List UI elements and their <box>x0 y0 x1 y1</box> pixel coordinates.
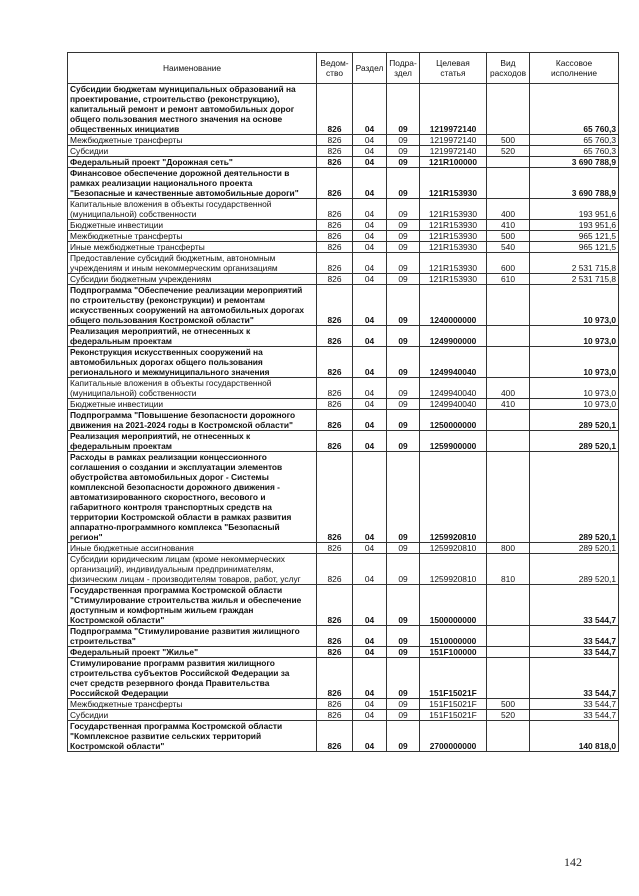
cell-dept: 826 <box>317 326 353 347</box>
cell-cash-execution: 33 544,7 <box>530 710 619 721</box>
cell-subsection: 09 <box>387 626 420 647</box>
cell-subsection: 09 <box>387 347 420 378</box>
cell-subsection: 09 <box>387 399 420 410</box>
cell-name: Субсидии <box>68 710 317 721</box>
cell-expense-type: 800 <box>487 543 530 554</box>
cell-target-article: 121R153930 <box>420 168 487 199</box>
header-section: Раздел <box>353 53 387 84</box>
cell-name: Финансовое обеспечение дорожной деятельности в рамках реализации национального проекта "Безопасные и качественные автомобильные дороги" <box>68 168 317 199</box>
cell-dept: 826 <box>317 220 353 231</box>
cell-expense-type: 400 <box>487 378 530 399</box>
cell-subsection: 09 <box>387 543 420 554</box>
cell-target-article: 2700000000 <box>420 721 487 752</box>
cell-section: 04 <box>353 242 387 253</box>
cell-subsection: 09 <box>387 168 420 199</box>
cell-cash-execution: 3 690 788,9 <box>530 168 619 199</box>
cell-target-article: 151F15021F <box>420 710 487 721</box>
cell-name: Субсидии бюджетам муниципальных образований на проектирование, строительство (реконструкцию), капитальный ремонт и ремонт автомобильных дорог общего пользования местного значения на основе общественных инициатив <box>68 84 317 135</box>
cell-section: 04 <box>353 699 387 710</box>
table-row <box>68 710 619 721</box>
cell-cash-execution: 3 690 788,9 <box>530 157 619 168</box>
cell-name: Государственная программа Костромской области "Стимулирование строительства жилья и обеспечение доступным и комфортным жильем граждан Костромской области" <box>68 585 317 626</box>
cell-cash-execution: 965 121,5 <box>530 231 619 242</box>
table-row <box>68 199 619 220</box>
cell-section: 04 <box>353 431 387 452</box>
cell-expense-type: 500 <box>487 231 530 242</box>
table-row <box>68 220 619 231</box>
cell-name: Капитальные вложения в объекты государственной (муниципальной) собственности <box>68 199 317 220</box>
cell-name: Подпрограмма "Повышение безопасности дорожного движения на 2021-2024 годы в Костромской области" <box>68 410 317 431</box>
cell-target-article: 121R153930 <box>420 220 487 231</box>
cell-cash-execution: 10 973,0 <box>530 378 619 399</box>
header-cash-execution: Кассовое исполнение <box>530 53 619 84</box>
cell-target-article: 1249900000 <box>420 326 487 347</box>
cell-expense-type <box>487 168 530 199</box>
cell-name: Субсидии бюджетным учреждениям <box>68 274 317 285</box>
cell-section: 04 <box>353 326 387 347</box>
cell-name: Межбюджетные трансферты <box>68 135 317 146</box>
table-row <box>68 253 619 274</box>
cell-name: Иные межбюджетные трансферты <box>68 242 317 253</box>
cell-cash-execution: 289 520,1 <box>530 410 619 431</box>
cell-section: 04 <box>353 199 387 220</box>
budget-table-sheet <box>67 52 618 752</box>
cell-dept: 826 <box>317 658 353 699</box>
cell-dept: 826 <box>317 378 353 399</box>
cell-expense-type <box>487 431 530 452</box>
cell-cash-execution: 10 973,0 <box>530 399 619 410</box>
table-row <box>68 721 619 752</box>
cell-dept: 826 <box>317 199 353 220</box>
cell-target-article: 121R153930 <box>420 274 487 285</box>
cell-dept: 826 <box>317 135 353 146</box>
cell-target-article: 121R153930 <box>420 231 487 242</box>
cell-cash-execution: 289 520,1 <box>530 543 619 554</box>
cell-subsection: 09 <box>387 585 420 626</box>
cell-expense-type <box>487 658 530 699</box>
cell-expense-type: 500 <box>487 135 530 146</box>
cell-dept: 826 <box>317 146 353 157</box>
header-target-article: Целевая статья <box>420 53 487 84</box>
table-row <box>68 543 619 554</box>
cell-dept: 826 <box>317 554 353 585</box>
cell-name: Капитальные вложения в объекты государственной (муниципальной) собственности <box>68 378 317 399</box>
cell-subsection: 09 <box>387 721 420 752</box>
cell-expense-type <box>487 452 530 543</box>
cell-section: 04 <box>353 721 387 752</box>
cell-subsection: 09 <box>387 452 420 543</box>
cell-section: 04 <box>353 452 387 543</box>
cell-cash-execution: 193 951,6 <box>530 199 619 220</box>
cell-subsection: 09 <box>387 135 420 146</box>
cell-target-article: 151F100000 <box>420 647 487 658</box>
cell-target-article: 1250000000 <box>420 410 487 431</box>
cell-target-article: 1240000000 <box>420 285 487 326</box>
cell-expense-type <box>487 157 530 168</box>
cell-subsection: 09 <box>387 647 420 658</box>
cell-target-article: 121R153930 <box>420 242 487 253</box>
cell-target-article: 1219972140 <box>420 146 487 157</box>
cell-section: 04 <box>353 410 387 431</box>
cell-target-article: 121R153930 <box>420 253 487 274</box>
header-expense-type: Вид расходов <box>487 53 530 84</box>
cell-subsection: 09 <box>387 274 420 285</box>
table-row <box>68 347 619 378</box>
cell-name: Реализация мероприятий, не отнесенных к федеральным проектам <box>68 326 317 347</box>
cell-target-article: 1510000000 <box>420 626 487 647</box>
cell-section: 04 <box>353 710 387 721</box>
cell-subsection: 09 <box>387 554 420 585</box>
cell-target-article: 1219972140 <box>420 135 487 146</box>
cell-target-article: 1259920810 <box>420 543 487 554</box>
cell-name: Подпрограмма "Стимулирование развития жилищного строительства" <box>68 626 317 647</box>
cell-cash-execution: 289 520,1 <box>530 452 619 543</box>
cell-cash-execution: 10 973,0 <box>530 347 619 378</box>
cell-cash-execution: 965 121,5 <box>530 242 619 253</box>
cell-expense-type <box>487 84 530 135</box>
header-subsection: Подра- здел <box>387 53 420 84</box>
table-row <box>68 242 619 253</box>
cell-subsection: 09 <box>387 199 420 220</box>
cell-dept: 826 <box>317 242 353 253</box>
budget-execution-table <box>67 52 619 752</box>
cell-subsection: 09 <box>387 84 420 135</box>
table-row <box>68 585 619 626</box>
cell-dept: 826 <box>317 84 353 135</box>
cell-dept: 826 <box>317 399 353 410</box>
header-name: Наименование <box>68 53 317 84</box>
cell-cash-execution: 2 531 715,8 <box>530 274 619 285</box>
cell-section: 04 <box>353 658 387 699</box>
cell-name: Стимулирование программ развития жилищного строительства субъектов Российской Федерации за счет средств резервного фонда Правительства Российской Федерации <box>68 658 317 699</box>
cell-expense-type <box>487 647 530 658</box>
cell-expense-type: 410 <box>487 399 530 410</box>
cell-expense-type <box>487 626 530 647</box>
cell-cash-execution: 33 544,7 <box>530 699 619 710</box>
cell-dept: 826 <box>317 285 353 326</box>
table-row <box>68 431 619 452</box>
cell-name: Предоставление субсидий бюджетным, автономным учреждениям и иным некоммерческим организациям <box>68 253 317 274</box>
cell-subsection: 09 <box>387 220 420 231</box>
header-dept: Ведом- ство <box>317 53 353 84</box>
cell-expense-type: 500 <box>487 699 530 710</box>
cell-dept: 826 <box>317 347 353 378</box>
cell-name: Расходы в рамках реализации концессионного соглашения о создании и эксплуатации элементов обустройства автомобильных дорог - Системы комплексной безопасности дорожного движения - автоматизированного скоростного, весового и габаритного контроля транспортных средств на территории Костромской области в рамках развития аппаратно-программного комплекса "Безопасный регион" <box>68 452 317 543</box>
table-row <box>68 285 619 326</box>
table-row <box>68 168 619 199</box>
table-row <box>68 231 619 242</box>
cell-name: Подпрограмма "Обеспечение реализации мероприятий по строительству (реконструкции) и ремонтам искусственных сооружений на автомобильных дорогах общего пользования Костромской области" <box>68 285 317 326</box>
cell-expense-type <box>487 347 530 378</box>
cell-section: 04 <box>353 285 387 326</box>
cell-expense-type <box>487 585 530 626</box>
cell-target-article: 151F15021F <box>420 658 487 699</box>
cell-name: Межбюджетные трансферты <box>68 699 317 710</box>
cell-subsection: 09 <box>387 253 420 274</box>
table-row <box>68 399 619 410</box>
table-row <box>68 157 619 168</box>
cell-dept: 826 <box>317 253 353 274</box>
cell-expense-type: 400 <box>487 199 530 220</box>
cell-cash-execution: 2 531 715,8 <box>530 253 619 274</box>
cell-expense-type: 540 <box>487 242 530 253</box>
cell-expense-type <box>487 721 530 752</box>
cell-name: Государственная программа Костромской области "Комплексное развитие сельских территорий Костромской области" <box>68 721 317 752</box>
cell-expense-type: 610 <box>487 274 530 285</box>
cell-section: 04 <box>353 253 387 274</box>
cell-name: Субсидии юридическим лицам (кроме некоммерческих организаций), индивидуальным предпринимателям, физическим лицам - производителям товаров, работ, услуг <box>68 554 317 585</box>
cell-section: 04 <box>353 626 387 647</box>
cell-subsection: 09 <box>387 431 420 452</box>
cell-section: 04 <box>353 135 387 146</box>
cell-target-article: 121R153930 <box>420 199 487 220</box>
cell-subsection: 09 <box>387 326 420 347</box>
cell-section: 04 <box>353 231 387 242</box>
table-row <box>68 452 619 543</box>
table-row <box>68 326 619 347</box>
cell-dept: 826 <box>317 626 353 647</box>
table-row <box>68 658 619 699</box>
cell-target-article: 1249940040 <box>420 378 487 399</box>
cell-expense-type <box>487 285 530 326</box>
cell-section: 04 <box>353 554 387 585</box>
cell-subsection: 09 <box>387 157 420 168</box>
cell-target-article: 1249940040 <box>420 347 487 378</box>
cell-cash-execution: 10 973,0 <box>530 285 619 326</box>
cell-subsection: 09 <box>387 658 420 699</box>
cell-section: 04 <box>353 543 387 554</box>
cell-cash-execution: 33 544,7 <box>530 585 619 626</box>
cell-cash-execution: 33 544,7 <box>530 647 619 658</box>
cell-target-article: 1219972140 <box>420 84 487 135</box>
cell-expense-type: 520 <box>487 146 530 157</box>
cell-cash-execution: 10 973,0 <box>530 326 619 347</box>
table-header-row <box>68 53 619 84</box>
cell-dept: 826 <box>317 431 353 452</box>
cell-expense-type: 410 <box>487 220 530 231</box>
table-row <box>68 554 619 585</box>
cell-dept: 826 <box>317 168 353 199</box>
cell-name: Иные бюджетные ассигнования <box>68 543 317 554</box>
cell-subsection: 09 <box>387 410 420 431</box>
cell-expense-type <box>487 326 530 347</box>
table-row <box>68 135 619 146</box>
cell-cash-execution: 33 544,7 <box>530 626 619 647</box>
cell-subsection: 09 <box>387 710 420 721</box>
cell-target-article: 1259920810 <box>420 554 487 585</box>
cell-dept: 826 <box>317 710 353 721</box>
cell-cash-execution: 65 760,3 <box>530 146 619 157</box>
cell-dept: 826 <box>317 274 353 285</box>
cell-target-article: 1500000000 <box>420 585 487 626</box>
cell-target-article: 1259900000 <box>420 431 487 452</box>
cell-dept: 826 <box>317 157 353 168</box>
cell-name: Реализация мероприятий, не отнесенных к федеральным проектам <box>68 431 317 452</box>
cell-dept: 826 <box>317 721 353 752</box>
table-row <box>68 146 619 157</box>
cell-section: 04 <box>353 146 387 157</box>
cell-dept: 826 <box>317 647 353 658</box>
table-row <box>68 699 619 710</box>
cell-section: 04 <box>353 585 387 626</box>
cell-cash-execution: 140 818,0 <box>530 721 619 752</box>
cell-cash-execution: 65 760,3 <box>530 135 619 146</box>
cell-subsection: 09 <box>387 378 420 399</box>
table-row <box>68 378 619 399</box>
cell-subsection: 09 <box>387 146 420 157</box>
cell-target-article: 1259920810 <box>420 452 487 543</box>
cell-cash-execution: 33 544,7 <box>530 658 619 699</box>
cell-expense-type <box>487 410 530 431</box>
table-row <box>68 84 619 135</box>
cell-subsection: 09 <box>387 285 420 326</box>
cell-dept: 826 <box>317 410 353 431</box>
cell-dept: 826 <box>317 543 353 554</box>
cell-section: 04 <box>353 647 387 658</box>
table-row <box>68 274 619 285</box>
cell-cash-execution: 65 760,3 <box>530 84 619 135</box>
cell-expense-type: 810 <box>487 554 530 585</box>
cell-name: Реконструкция искусственных сооружений на автомобильных дорогах общего пользования регионального и межмуниципального значения <box>68 347 317 378</box>
cell-target-article: 1249940040 <box>420 399 487 410</box>
cell-dept: 826 <box>317 585 353 626</box>
cell-dept: 826 <box>317 452 353 543</box>
cell-cash-execution: 289 520,1 <box>530 554 619 585</box>
cell-target-article: 121R100000 <box>420 157 487 168</box>
page-number: 142 <box>564 855 582 869</box>
cell-section: 04 <box>353 84 387 135</box>
table-row <box>68 410 619 431</box>
cell-subsection: 09 <box>387 242 420 253</box>
cell-name: Межбюджетные трансферты <box>68 231 317 242</box>
cell-section: 04 <box>353 347 387 378</box>
table-row <box>68 647 619 658</box>
cell-subsection: 09 <box>387 699 420 710</box>
cell-name: Федеральный проект "Жилье" <box>68 647 317 658</box>
cell-subsection: 09 <box>387 231 420 242</box>
cell-name: Бюджетные инвестиции <box>68 399 317 410</box>
cell-cash-execution: 193 951,6 <box>530 220 619 231</box>
cell-dept: 826 <box>317 231 353 242</box>
cell-section: 04 <box>353 378 387 399</box>
cell-section: 04 <box>353 157 387 168</box>
cell-target-article: 151F15021F <box>420 699 487 710</box>
cell-section: 04 <box>353 274 387 285</box>
cell-cash-execution: 289 520,1 <box>530 431 619 452</box>
cell-name: Субсидии <box>68 146 317 157</box>
cell-section: 04 <box>353 220 387 231</box>
cell-section: 04 <box>353 168 387 199</box>
cell-section: 04 <box>353 399 387 410</box>
cell-name: Бюджетные инвестиции <box>68 220 317 231</box>
table-row <box>68 626 619 647</box>
cell-dept: 826 <box>317 699 353 710</box>
cell-name: Федеральный проект "Дорожная сеть" <box>68 157 317 168</box>
cell-expense-type: 600 <box>487 253 530 274</box>
cell-expense-type: 520 <box>487 710 530 721</box>
